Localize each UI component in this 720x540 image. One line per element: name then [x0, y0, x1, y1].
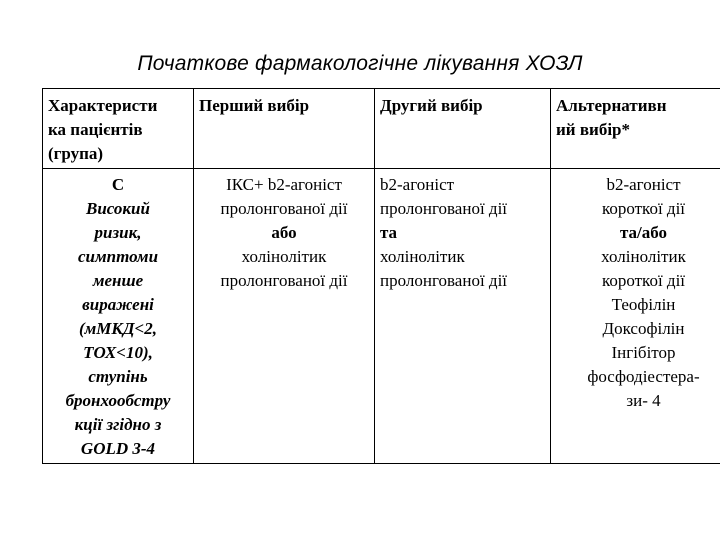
first-choice-conjunction: або [271, 223, 297, 242]
cell-first-choice [194, 169, 375, 464]
alternative-line: Інгібітор [611, 343, 676, 362]
header-patient-characteristics [43, 89, 194, 169]
group-desc-line: ТОХ<10), [83, 343, 153, 362]
second-choice-line: пролонгованої дії [380, 199, 508, 218]
second-choice-line: b2-агоніст [380, 175, 455, 194]
table-header-row [43, 89, 720, 169]
first-choice-line: ІКС+ b2-агоніст [226, 175, 342, 194]
cell-second-choice [375, 169, 551, 464]
first-choice-line: пролонгованої дії [220, 199, 348, 218]
group-desc-line: симптоми [77, 247, 159, 266]
second-choice-conjunction: та [380, 223, 398, 242]
alternative-line: короткої дії [601, 199, 686, 218]
group-desc-line: (мМКД<2, [78, 319, 157, 338]
alternative-line: короткої дії [601, 271, 686, 290]
alternative-line: зи- 4 [626, 391, 661, 410]
header-second-choice: Другий вибір [375, 89, 551, 169]
group-desc-line: виражені [82, 295, 154, 314]
treatment-table [42, 88, 720, 464]
alternative-line: Теофілін [611, 295, 676, 314]
alternative-line: фосфодіестера- [587, 367, 700, 386]
alternative-line: Доксофілін [602, 319, 685, 338]
header-first-choice: Перший вибір [194, 89, 375, 169]
header-alternative-choice [551, 89, 720, 169]
group-desc-line: Високий [86, 199, 150, 218]
alternative-line: b2-агоніст [606, 175, 681, 194]
second-choice-line: пролонгованої дії [380, 271, 508, 290]
group-desc-line: кції згідно з [74, 415, 162, 434]
header-col1-line: Характеристи [48, 96, 158, 115]
first-choice-line: пролонгованої дії [220, 271, 348, 290]
table-row [43, 169, 720, 464]
first-choice-line: холінолітик [241, 247, 327, 266]
group-desc-line: GOLD 3-4 [80, 439, 156, 458]
alternative-conjunction: та/або [619, 223, 668, 242]
header-col4-line: ий вибір* [556, 120, 630, 139]
header-col4-line: Альтернативн [556, 96, 667, 115]
group-letter: C [111, 175, 125, 194]
cell-alternative-choice [551, 169, 720, 464]
second-choice-line: холінолітик [380, 247, 465, 266]
slide-title: Початкове фармакологічне лікування ХОЗЛ [137, 52, 583, 75]
group-desc-line: ризик, [94, 223, 142, 242]
header-col1-line: (група) [48, 144, 104, 163]
group-desc-line: менше [92, 271, 144, 290]
group-desc-line: бронхообстру [65, 391, 171, 410]
group-desc-line: ступінь [88, 367, 148, 386]
cell-patient-group [43, 169, 194, 464]
header-col1-line: ка пацієнтів [48, 120, 143, 139]
alternative-line: холінолітик [601, 247, 686, 266]
